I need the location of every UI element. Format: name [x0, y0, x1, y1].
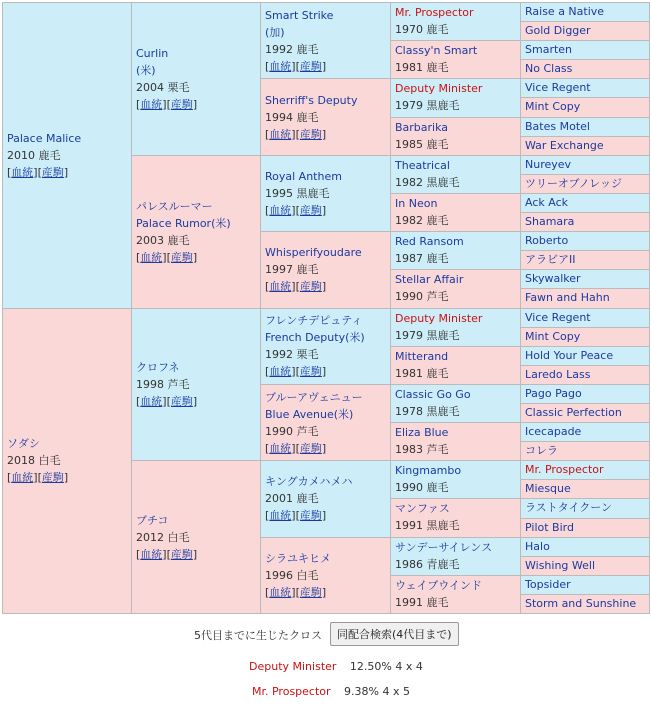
progeny-link[interactable]: 産駒 [299, 509, 322, 523]
cross-value: 12.50% 4 x 4 [349, 660, 423, 673]
horse-links: [血統][産駒] [265, 509, 327, 523]
gen5-horse-cell [520, 136, 650, 156]
progeny-link[interactable]: 産駒 [299, 59, 322, 73]
horse-name[interactable]: Deputy Minister [395, 311, 483, 325]
horse-birth-color: 1990 芦毛 [265, 424, 319, 438]
pedigree-link[interactable]: 血統 [140, 394, 163, 408]
progeny-link[interactable]: 産駒 [299, 365, 322, 379]
horse-name[interactable]: Shamara [525, 215, 575, 229]
horse-name[interactable]: コレラ [525, 444, 558, 458]
gen3-horse-cell [260, 155, 391, 232]
horse-birth-color: 2004 栗毛 [136, 80, 190, 94]
horse-name[interactable]: Theatrical [395, 158, 450, 172]
cross-section [0, 620, 651, 648]
horse-links: [血統][産駒] [265, 203, 327, 217]
cross-value: 9.38% 4 x 5 [344, 685, 410, 698]
pedigree-link[interactable]: 血統 [269, 585, 292, 599]
horse-birth-color: 1995 黒鹿毛 [265, 186, 330, 200]
horse-name[interactable]: ブルーアヴェニュー [265, 390, 363, 404]
horse-links: [血統][産駒] [265, 585, 327, 599]
horse-birth-color: 1983 芦毛 [395, 443, 449, 457]
horse-name[interactable]: パレスルーマー [136, 199, 213, 213]
horse-name[interactable]: Wishing Well [525, 558, 596, 572]
horse-name[interactable]: No Class [525, 62, 573, 76]
gen5-horse-cell [520, 346, 650, 366]
horse-birth-color: 1985 鹿毛 [395, 137, 449, 151]
progeny-link[interactable]: 産駒 [170, 547, 193, 561]
gen3-horse-cell [260, 384, 391, 461]
horse-name[interactable]: Gold Digger [525, 24, 591, 38]
horse-links: [血統][産駒] [265, 280, 327, 294]
progeny-link[interactable]: 産駒 [41, 165, 64, 179]
horse-birth-color: 1991 鹿毛 [395, 595, 449, 609]
gen5-horse-cell [520, 97, 650, 117]
gen5-horse-cell [520, 288, 650, 308]
horse-name[interactable]: Barbarika [395, 120, 449, 134]
horse-name[interactable]: Classy'n Smart [395, 44, 478, 58]
pedigree-link[interactable]: 血統 [269, 59, 292, 73]
horse-links: [血統][産駒] [265, 127, 327, 141]
pedigree-link[interactable]: 血統 [140, 97, 163, 111]
horse-birth-color: 1991 黒鹿毛 [395, 519, 460, 533]
cross-horse-name[interactable]: Deputy Minister [249, 660, 337, 673]
horse-birth-color: 2010 鹿毛 [7, 148, 61, 162]
horse-name[interactable]: Icecapade [525, 425, 582, 439]
horse-name[interactable]: クロフネ [136, 360, 180, 374]
progeny-link[interactable]: 産駒 [299, 585, 322, 599]
pedigree-link[interactable]: 血統 [269, 365, 292, 379]
horse-birth-color: 1997 鹿毛 [265, 263, 319, 277]
horse-name[interactable]: Halo [525, 539, 550, 553]
horse-birth-color: 1992 鹿毛 [265, 42, 319, 56]
gen5-horse-cell [520, 498, 650, 518]
gen5-horse-cell [520, 537, 650, 557]
horse-name[interactable]: Classic Perfection [525, 405, 622, 419]
gen5-horse-cell [520, 308, 650, 328]
horse-name[interactable]: マンファス [395, 502, 450, 516]
pedigree-link[interactable]: 血統 [269, 509, 292, 523]
horse-name[interactable]: Roberto [525, 234, 569, 248]
gen5-horse-cell [520, 327, 650, 347]
horse-name[interactable]: Classic Go Go [395, 387, 471, 401]
gen3-horse-cell [260, 78, 391, 155]
gen5-horse-cell [520, 518, 650, 538]
horse-name[interactable]: Mitterand [395, 349, 449, 363]
horse-name[interactable]: Pago Pago [525, 386, 582, 400]
gen4-horse-cell [390, 346, 521, 385]
horse-origin: Blue Avenue(米) [265, 407, 354, 421]
gen5-horse-cell [520, 479, 650, 499]
progeny-link[interactable]: 産駒 [170, 97, 193, 111]
horse-name[interactable]: Kingmambo [395, 464, 462, 478]
gen5-horse-cell [520, 155, 650, 175]
pedigree-table [2, 2, 649, 613]
horse-name[interactable]: Ack Ack [525, 195, 568, 209]
gen5-horse-cell [520, 269, 650, 289]
horse-name[interactable]: Stellar Affair [395, 273, 464, 287]
gen3-horse-cell [260, 231, 391, 308]
cross-label: 5代目までに生じたクロス [194, 629, 322, 642]
horse-birth-color: 1982 黒鹿毛 [395, 175, 460, 189]
pedigree-link[interactable]: 血統 [11, 471, 34, 485]
gen5-horse-cell [520, 441, 650, 461]
horse-name[interactable]: ラストタイクーン [525, 501, 613, 515]
horse-name[interactable]: Fawn and Hahn [525, 291, 610, 305]
pedigree-link[interactable]: 血統 [269, 441, 292, 455]
gen4-horse-cell [390, 537, 521, 576]
horse-origin: Palace Rumor(米) [136, 216, 231, 230]
horse-name[interactable]: Topsider [525, 577, 571, 591]
progeny-link[interactable]: 産駒 [170, 250, 193, 264]
pedigree-link[interactable]: 血統 [269, 127, 292, 141]
horse-birth-color: 1996 白毛 [265, 568, 319, 582]
horse-birth-color: 2018 白毛 [7, 454, 61, 468]
horse-name[interactable]: In Neon [395, 196, 438, 210]
gen5-horse-cell [520, 59, 650, 79]
gen5-horse-cell [520, 594, 650, 614]
horse-birth-color: 1979 黒鹿毛 [395, 99, 460, 113]
horse-name[interactable]: Raise a Native [525, 5, 605, 18]
horse-birth-color: 1981 鹿毛 [395, 366, 449, 380]
gen2-horse-cell [131, 308, 261, 462]
gen5-horse-cell [520, 422, 650, 442]
gen5-horse-cell [520, 575, 650, 595]
gen4-horse-cell [390, 575, 521, 614]
progeny-link[interactable]: 産駒 [299, 127, 322, 141]
pedigree-link[interactable]: 血統 [140, 547, 163, 561]
horse-birth-color: 1990 芦毛 [395, 290, 449, 304]
gen4-horse-cell [390, 498, 521, 537]
horse-birth-color: 1986 青鹿毛 [395, 557, 460, 571]
horse-links: [血統][産駒] [136, 250, 198, 264]
pedigree-link[interactable]: 血統 [11, 165, 34, 179]
horse-name[interactable]: キングカメハメハ [265, 475, 353, 489]
horse-name[interactable]: Miesque [525, 482, 571, 496]
cross-item [249, 660, 423, 673]
gen4-horse-cell [390, 231, 521, 270]
progeny-link[interactable]: 産駒 [299, 441, 322, 455]
horse-name[interactable]: Mr. Prospector [525, 463, 604, 477]
horse-links: [血統][産駒] [265, 59, 327, 73]
horse-birth-color: 2012 白毛 [136, 530, 190, 544]
horse-birth-color: 1979 黒鹿毛 [395, 328, 460, 342]
gen2-horse-cell [131, 155, 261, 309]
horse-links: [血統][産駒] [136, 394, 198, 408]
gen5-horse-cell [520, 212, 650, 232]
horse-name[interactable]: Whisperifyoudare [265, 246, 362, 260]
horse-origin: French Deputy(米) [265, 331, 365, 345]
gen5-horse-cell [520, 365, 650, 385]
gen5-horse-cell [520, 460, 650, 480]
horse-name[interactable]: Mint Copy [525, 329, 581, 343]
gen5-horse-cell [520, 40, 650, 60]
gen2-horse-cell [131, 460, 261, 614]
gen5-horse-cell [520, 556, 650, 576]
progeny-link[interactable]: 産駒 [170, 394, 193, 408]
horse-links: [血統][産駒] [7, 165, 69, 179]
gen5-horse-cell [520, 250, 650, 270]
same-mating-search-button[interactable]: 同配合検索(4代目まで) [330, 622, 459, 646]
gen5-horse-cell [520, 403, 650, 423]
pedigree-link[interactable]: 血統 [269, 203, 292, 217]
gen4-horse-cell [390, 2, 521, 41]
horse-name[interactable]: Hold Your Peace [525, 348, 614, 362]
horse-birth-color: 1978 黒鹿毛 [395, 404, 460, 418]
horse-name[interactable]: フレンチデピュティ [265, 314, 363, 328]
horse-name[interactable]: Curlin [136, 46, 169, 60]
horse-name[interactable]: Vice Regent [525, 310, 591, 324]
horse-birth-color: 1990 鹿毛 [395, 481, 449, 495]
gen1-horse-cell [2, 308, 132, 615]
pedigree-link[interactable]: 血統 [140, 250, 163, 264]
gen5-horse-cell [520, 117, 650, 137]
gen4-horse-cell [390, 269, 521, 308]
horse-name[interactable]: War Exchange [525, 138, 604, 152]
horse-name[interactable]: Nureyev [525, 157, 572, 171]
horse-name[interactable]: アラビアII [525, 253, 576, 267]
horse-name[interactable]: Laredo Lass [525, 367, 591, 381]
horse-origin: (加) [265, 25, 285, 39]
horse-links: [血統][産駒] [265, 441, 327, 455]
horse-birth-color: 1998 芦毛 [136, 377, 190, 391]
gen4-horse-cell [390, 117, 521, 156]
horse-name[interactable]: Mint Copy [525, 100, 581, 114]
horse-name[interactable]: Eliza Blue [395, 426, 449, 440]
horse-birth-color: 1982 鹿毛 [395, 213, 449, 227]
horse-name[interactable]: Vice Regent [525, 81, 591, 95]
gen3-horse-cell [260, 308, 391, 385]
horse-origin: (米) [136, 63, 156, 77]
horse-links: [血統][産駒] [136, 97, 198, 111]
gen4-horse-cell [390, 78, 521, 117]
gen3-horse-cell [260, 537, 391, 614]
horse-name[interactable]: Storm and Sunshine [525, 596, 637, 610]
horse-links: [血統][産駒] [136, 547, 198, 561]
horse-birth-color: 1994 鹿毛 [265, 110, 319, 124]
progeny-link[interactable]: 産駒 [299, 203, 322, 217]
gen5-horse-cell [520, 21, 650, 41]
gen5-horse-cell [520, 384, 650, 404]
horse-name[interactable]: ウェイブウインド [395, 578, 482, 592]
horse-name[interactable]: Smart Strike [265, 8, 334, 22]
gen5-horse-cell [520, 78, 650, 98]
progeny-link[interactable]: 産駒 [299, 280, 322, 294]
horse-name[interactable]: サンデーサイレンス [395, 540, 493, 554]
gen4-horse-cell [390, 308, 521, 347]
gen4-horse-cell [390, 460, 521, 499]
gen4-horse-cell [390, 384, 521, 423]
gen4-horse-cell [390, 155, 521, 194]
gen5-horse-cell [520, 193, 650, 213]
horse-birth-color: 2003 鹿毛 [136, 233, 190, 247]
horse-links: [血統][産駒] [7, 471, 69, 485]
horse-name[interactable]: Smarten [525, 43, 573, 57]
horse-birth-color: 1992 栗毛 [265, 348, 319, 362]
gen4-horse-cell [390, 40, 521, 79]
horse-name[interactable]: Palace Malice [7, 131, 82, 145]
progeny-link[interactable]: 産駒 [41, 471, 64, 485]
horse-name[interactable]: Sherriff's Deputy [265, 93, 358, 107]
horse-name[interactable]: Bates Motel [525, 119, 590, 133]
horse-name[interactable]: ブチコ [136, 513, 169, 527]
horse-name[interactable]: Deputy Minister [395, 82, 483, 96]
horse-links: [血統][産駒] [265, 365, 327, 379]
pedigree-link[interactable]: 血統 [269, 280, 292, 294]
gen5-horse-cell [520, 174, 650, 194]
horse-name[interactable]: ツリーオブノレッジ [525, 176, 623, 190]
cross-horse-name[interactable]: Mr. Prospector [252, 685, 331, 698]
horse-name[interactable]: Pilot Bird [525, 520, 574, 534]
gen4-horse-cell [390, 193, 521, 232]
gen5-horse-cell [520, 2, 650, 22]
horse-name[interactable]: Skywalker [525, 272, 581, 286]
gen1-horse-cell [2, 2, 132, 309]
horse-name[interactable]: ソダシ [7, 437, 40, 451]
horse-birth-color: 1970 鹿毛 [395, 23, 449, 36]
horse-name[interactable]: Royal Anthem [265, 169, 342, 183]
horse-birth-color: 1987 鹿毛 [395, 252, 449, 266]
horse-birth-color: 2001 鹿毛 [265, 492, 319, 506]
cross-item [252, 685, 410, 698]
gen4-horse-cell [390, 422, 521, 461]
horse-name[interactable]: Red Ransom [395, 235, 464, 249]
horse-name[interactable]: シラユキヒメ [265, 551, 331, 565]
gen3-horse-cell [260, 2, 391, 79]
horse-name[interactable]: Mr. Prospector [395, 6, 474, 19]
gen5-horse-cell [520, 231, 650, 251]
horse-birth-color: 1981 鹿毛 [395, 61, 449, 75]
gen3-horse-cell [260, 460, 391, 537]
gen2-horse-cell [131, 2, 261, 156]
